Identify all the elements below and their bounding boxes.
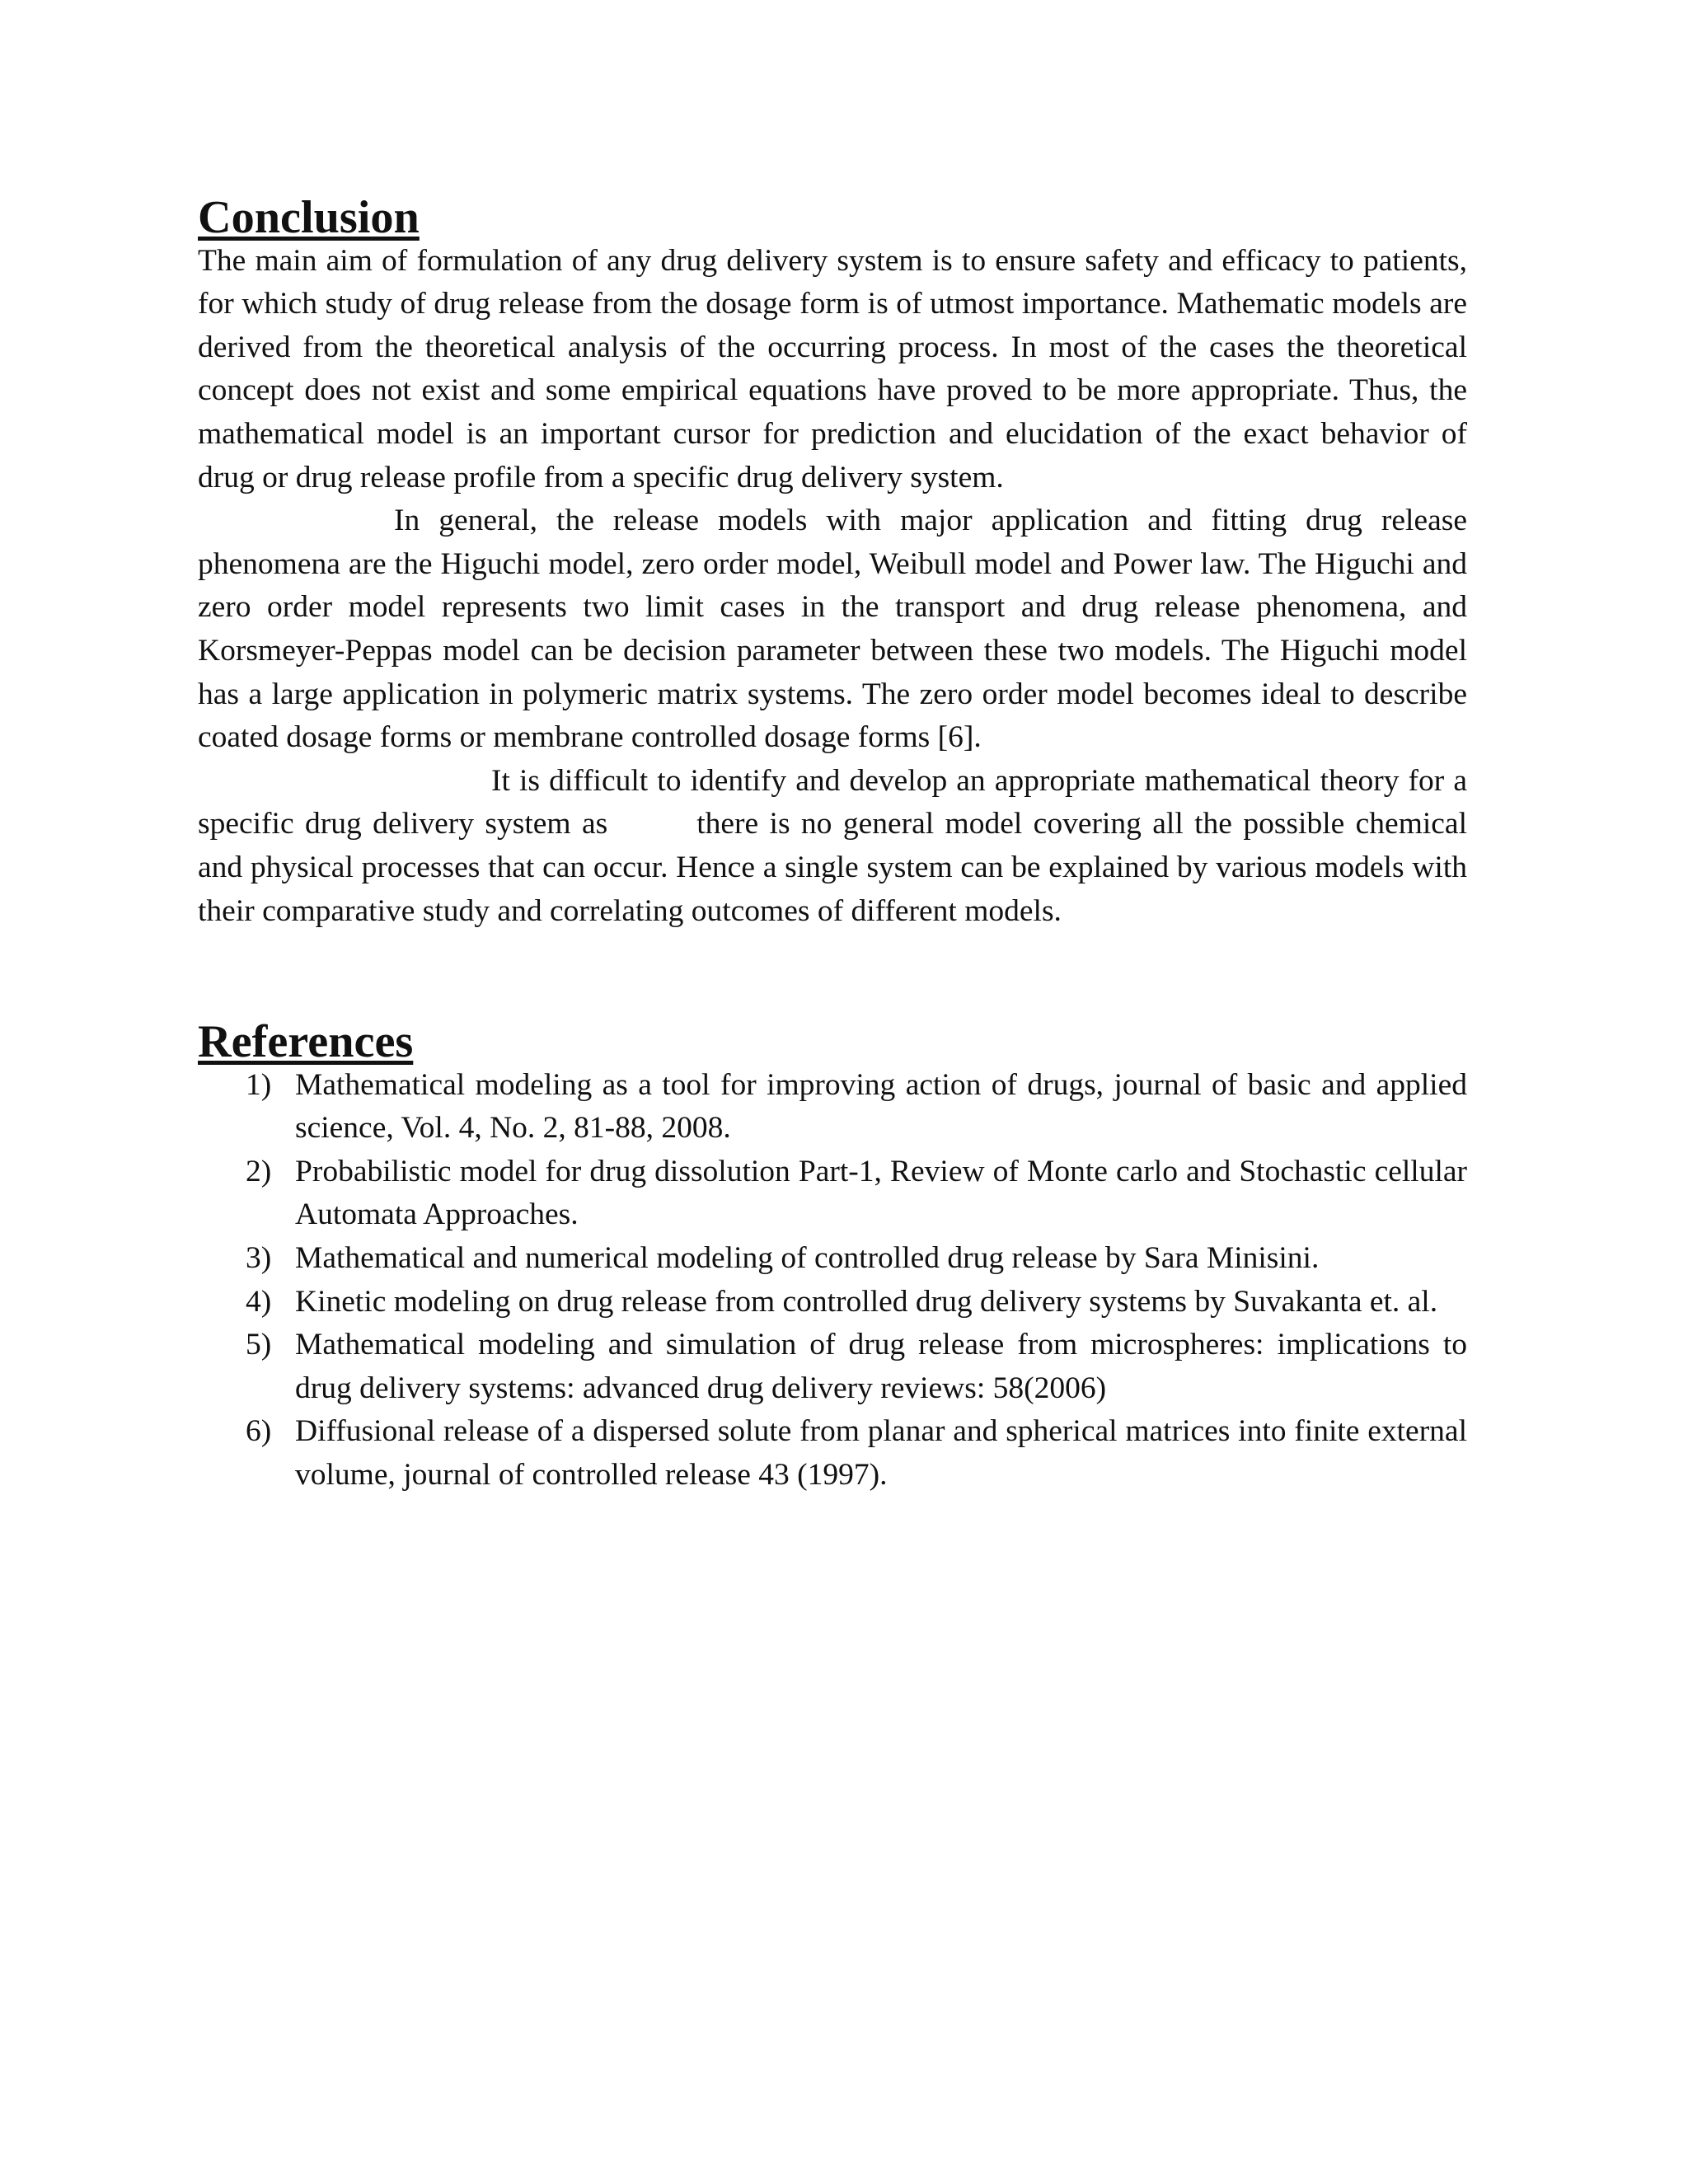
conclusion-paragraph-3-part-2: there is no general model covering all the possible chemical and physical processes that can occur. Hence a single system can be explained by various models with their comparative study and correlating outcomes of different models. [198,807,1467,928]
conclusion-paragraph-1: The main aim of formulation of any drug delivery system is to ensure safety and efficacy to patients, for which study of drug release from the dosage form is of utmost importance. Mathematic models are derived from the theoretical analysis of the occurring process. In most of the cases the theoretical concept does not exist and some empirical equations have proved to be more appropriate. Thus, the mathematical model is an important cursor for prediction and elucidation of the exact behavior of drug or drug release profile from a specific drug delivery system. [198,243,1467,494]
reference-text: Kinetic modeling on drug release from controlled drug delivery systems by Suvakanta et. al. [295,1284,1438,1319]
reference-item [198,1281,1467,1324]
conclusion-paragraph-3-part-1: It is difficult to identify and develop an appropriate mathematical theory for a specific drug delivery system as [198,763,1467,841]
reference-item [198,1324,1467,1410]
reference-item [198,1064,1467,1151]
conclusion-paragraph-2: In general, the release models with major application and fitting drug release phenomena are the Higuchi model, zero order model, Weibull model and Power law. The Higuchi and zero order model represents two limit cases in the transport and drug release phenomena, and Korsmeyer-Peppas model can be decision parameter between these two models. The Higuchi model has a large application in polymeric matrix systems. The zero order model becomes ideal to describe coated dosage forms or membrane controlled dosage forms [6]. [198,504,1467,755]
reference-item [198,1151,1467,1237]
reference-number: 2) [246,1154,272,1188]
conclusion-heading: Conclusion [198,192,420,243]
references-heading: References [198,1016,414,1068]
reference-item [198,1237,1467,1281]
reference-text: Probabilistic model for drug dissolution Part-1, Review of Monte carlo and Stochastic cellular Automata Approaches. [295,1154,1467,1232]
reference-text: Mathematical modeling and simulation of drug release from microspheres: implications to drug delivery systems: advanced drug delivery reviews: 58(2006) [295,1328,1467,1405]
references-list [198,1064,1467,1497]
reference-item [198,1410,1467,1497]
reference-text: Diffusional release of a dispersed solute from planar and spherical matrices into finite external volume, journal of controlled release 43 (1997). [295,1414,1467,1493]
reference-number: 1) [246,1067,272,1102]
reference-number: 4) [246,1284,272,1319]
document-page [198,192,1467,1497]
reference-text: Mathematical modeling as a tool for improving action of drugs, journal of basic and applied science, Vol. 4, No. 2, 81-88, 2008. [295,1067,1467,1146]
reference-number: 3) [246,1241,272,1276]
reference-number: 5) [246,1328,272,1362]
conclusion-paragraph-3 [198,760,1467,933]
reference-number: 6) [246,1414,272,1449]
reference-text: Mathematical and numerical modeling of controlled drug release by Sara Minisini. [295,1241,1320,1276]
